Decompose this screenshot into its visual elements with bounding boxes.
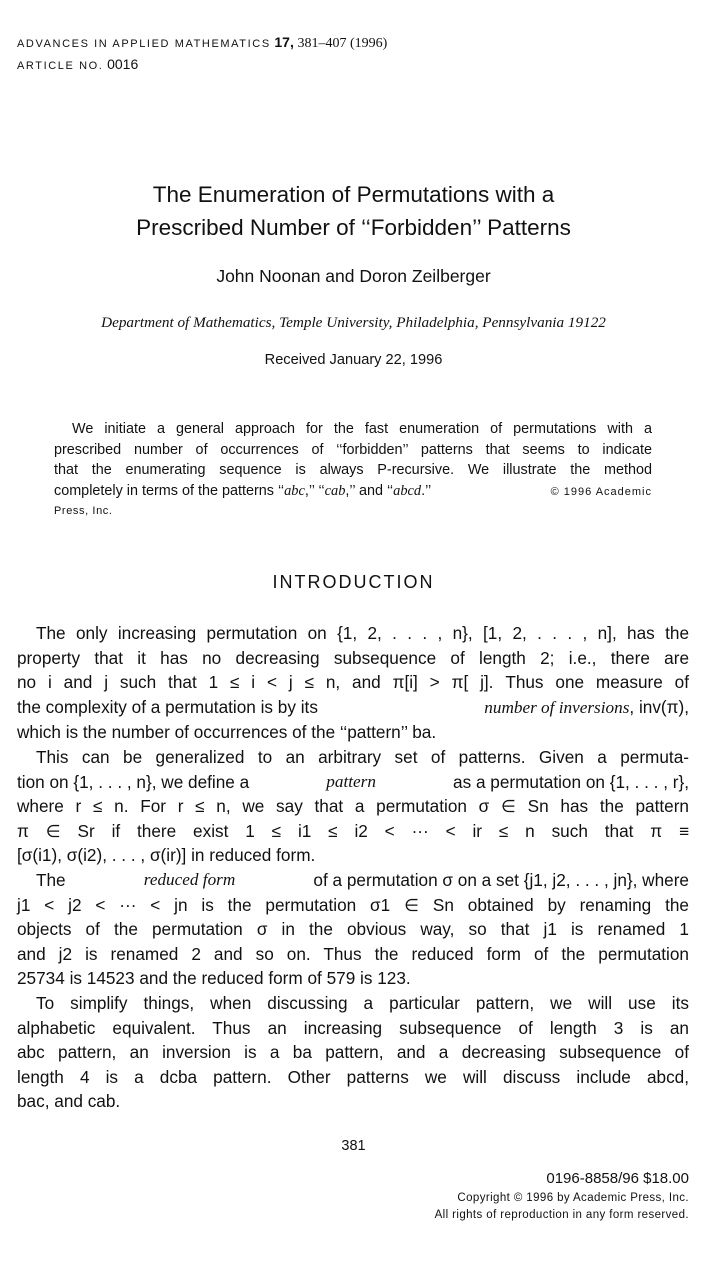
text-line: [σ(i1), σ(i2), . . . , σ(ir)] in reduced form. (17, 845, 316, 866)
text-line: objects of the permutation σ in the obvious way, so that j1 is renamed 1 (17, 919, 689, 940)
text-line: This can be generalized to an arbitrary set of patterns. Given a permuta- (36, 746, 689, 767)
page-number: 381 (341, 1138, 366, 1154)
text-line: length 4 is a dcba pattern. Other patterns we will discuss include abcd, (17, 1066, 689, 1087)
copyright-notice: Copyright © 1996 by Academic Press, Inc. (457, 1192, 689, 1204)
text-segment: The (36, 869, 66, 890)
paragraph-4 (17, 991, 689, 1114)
paragraph-2 (17, 745, 689, 868)
text-segment: of a permutation σ on a set {j1, j2, . . . , jn}, where (313, 869, 689, 890)
text-line: π ∈ Sr if there exist 1 ≤ i1 ≤ i2 < ··· < ir ≤ n such that π ≡ (17, 820, 689, 841)
text-segment: as a permutation on {1, . . . , r}, (453, 771, 689, 792)
footer (435, 1168, 689, 1224)
abstract-text: completely in terms of the patterns ‘‘ (54, 482, 285, 499)
text-line: To simplify things, when discussing a particular pattern, we will use its (36, 992, 689, 1013)
running-header (17, 32, 387, 76)
text-line: which is the number of occurrences of the ‘‘pattern’’ ba. (17, 722, 437, 743)
abstract-line: that the enumerating sequence is always P-recursive. We illustrate the method (54, 462, 652, 479)
abstract-copyright: © 1996 Academic (550, 485, 652, 498)
pages-year: 381–407 (1996) (297, 36, 388, 51)
text-line (17, 868, 689, 893)
volume-number: 17, (274, 34, 294, 50)
text-line: 25734 is 14523 and the reduced form of 579 is 123. (17, 968, 411, 989)
abstract-line (54, 481, 652, 502)
text-line: j1 < j2 < ··· < jn is the permutation σ1 ∈ Sn obtained by renaming the (17, 894, 689, 915)
abstract-text: ,’’ ‘‘ (304, 482, 325, 499)
paper-title (0, 178, 707, 244)
abstract-line: prescribed number of occurrences of ‘‘forbidden’’ patterns that seems to indicate (54, 441, 652, 458)
paragraph-1 (17, 621, 689, 745)
pattern-cab: cab (324, 482, 346, 499)
term-number-of-inversions: number of inversions (484, 697, 630, 717)
price-code: 0196-8858/96 $18.00 (546, 1170, 689, 1187)
pattern-abcd: abcd (393, 482, 422, 499)
text-line: property that it has no decreasing subsequence of length 2; i.e., there are (17, 647, 689, 668)
abstract-text: .’’ (421, 482, 432, 499)
term-reduced-form: reduced form (143, 869, 236, 889)
text-line (17, 770, 689, 795)
journal-name: ADVANCES IN APPLIED MATHEMATICS (17, 38, 271, 50)
text-segment: , inv(π), (629, 696, 689, 717)
text-line: bac, and cab. (17, 1091, 121, 1112)
text-line: abc pattern, an inversion is a ba pattern, and a decreasing subsequence of (17, 1042, 689, 1063)
received-date: Received January 22, 1996 (264, 352, 443, 368)
abstract-line: We initiate a general approach for the fast enumeration of permutations with a (72, 421, 652, 437)
paragraph-3 (17, 868, 689, 991)
abstract (54, 419, 652, 522)
text-line: and j2 is renamed 2 and so on. Thus the reduced form of the permutation (17, 943, 689, 964)
text-line: alphabetic equivalent. Thus an increasing subsequence of length 3 is an (17, 1017, 689, 1038)
text-line: where r ≤ n. For r ≤ n, we say that a permutation σ ∈ Sn has the pattern (17, 796, 689, 817)
section-heading: INTRODUCTION (272, 572, 435, 592)
pattern-abc: abc (284, 482, 305, 499)
title-line-1: The Enumeration of Permutations with a (152, 182, 555, 207)
body-text (17, 621, 689, 1114)
authors: John Noonan and Doron Zeilberger (216, 266, 491, 286)
abstract-text: ,’’ and ‘‘ (345, 482, 394, 499)
text-segment: the complexity of a permutation is by its (17, 696, 318, 717)
rights-notice: All rights of reproduction in any form reserved. (434, 1209, 689, 1221)
article-number: 0016 (107, 56, 139, 72)
article-label: ARTICLE NO. (17, 60, 104, 72)
text-line: no i and j such that 1 ≤ i < j ≤ n, and π[i] > π[ j]. Thus one measure of (17, 672, 689, 693)
affiliation: Department of Mathematics, Temple University, Philadelphia, Pennsylvania 19122 (101, 314, 606, 331)
abstract-publisher: Press, Inc. (54, 505, 113, 518)
text-segment: tion on {1, . . . , n}, we define a (17, 771, 250, 792)
term-pattern: pattern (326, 771, 376, 791)
text-line: The only increasing permutation on {1, 2, . . . , n}, [1, 2, . . . , n], has the (36, 623, 689, 643)
title-line-2: Prescribed Number of ‘‘Forbidden’’ Patterns (136, 215, 571, 240)
text-line (17, 695, 689, 721)
